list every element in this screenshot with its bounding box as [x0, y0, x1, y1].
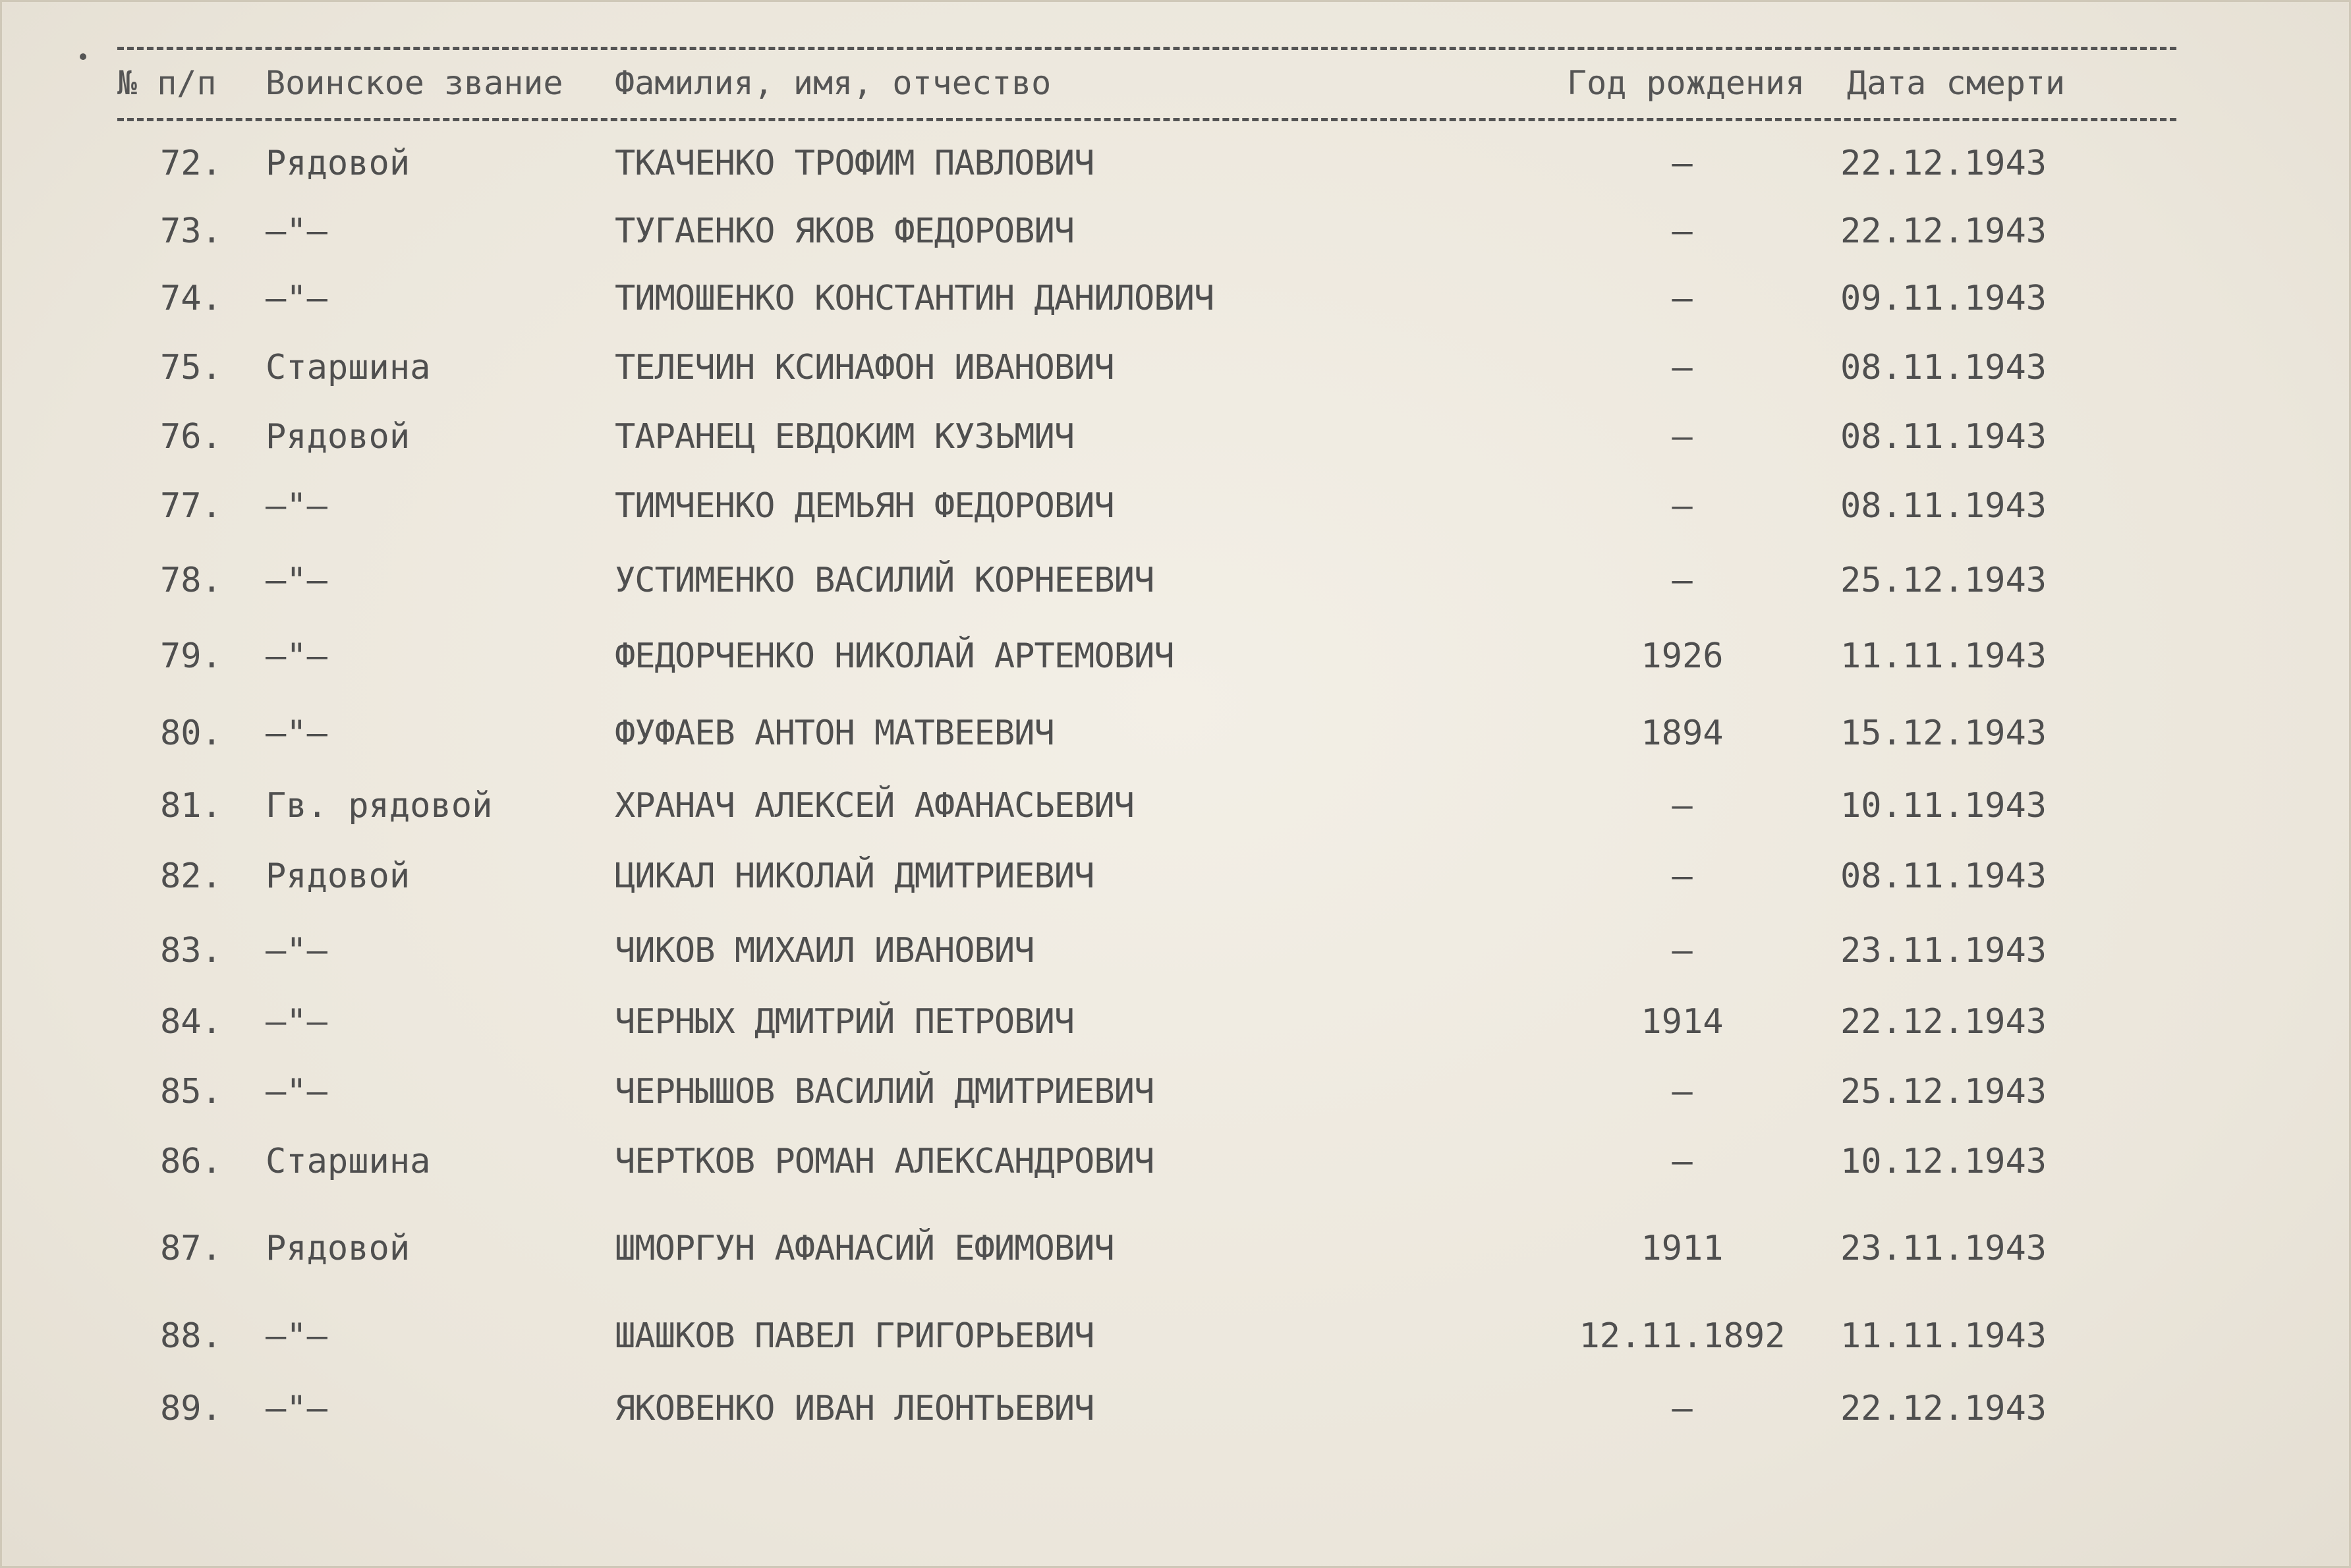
- record-birth: –: [1672, 144, 1693, 183]
- record-rank: –"–: [266, 714, 327, 753]
- record-rank: Старшина: [266, 1142, 431, 1181]
- record-rank: –"–: [266, 279, 327, 318]
- table-row: [2, 707, 2351, 760]
- record-rank: –"–: [266, 1002, 327, 1042]
- record-rank: Гв. рядовой: [266, 786, 493, 826]
- record-rank: –"–: [266, 561, 327, 600]
- record-rank: –"–: [266, 1389, 327, 1428]
- record-death: 23.11.1943: [1840, 1229, 2047, 1268]
- record-number: 87.: [160, 1229, 222, 1268]
- record-rank: –"–: [266, 1316, 327, 1356]
- record-rank: –"–: [266, 931, 327, 970]
- record-death: 08.11.1943: [1840, 486, 2047, 526]
- table-row: [2, 779, 2351, 832]
- record-name: ТЕЛЕЧИН КСИНАФОН ИВАНОВИЧ: [615, 348, 1114, 387]
- record-rank: –"–: [266, 486, 327, 526]
- header-top-rule: [117, 47, 2176, 50]
- record-death: 25.12.1943: [1840, 1072, 2047, 1111]
- ink-dot: [80, 53, 86, 60]
- record-birth: –: [1672, 279, 1693, 318]
- record-death: 11.11.1943: [1840, 1316, 2047, 1356]
- record-death: 08.11.1943: [1840, 856, 2047, 896]
- table-row: [2, 1310, 2351, 1362]
- record-name: ЧЕРНЫШОВ ВАСИЛИЙ ДМИТРИЕВИЧ: [615, 1072, 1154, 1111]
- table-row: [2, 341, 2351, 394]
- record-death: 09.11.1943: [1840, 279, 2047, 318]
- record-number: 86.: [160, 1142, 222, 1181]
- record-number: 78.: [160, 561, 222, 600]
- table-row: [2, 630, 2351, 683]
- table-row: [2, 410, 2351, 463]
- record-birth: 1911: [1641, 1229, 1724, 1268]
- record-number: 85.: [160, 1072, 222, 1111]
- record-number: 88.: [160, 1316, 222, 1356]
- record-death: 23.11.1943: [1840, 931, 2047, 970]
- record-number: 89.: [160, 1389, 222, 1428]
- record-death: 22.12.1943: [1840, 1002, 2047, 1042]
- table-row: [2, 1135, 2351, 1188]
- record-name: ХРАНАЧ АЛЕКСЕЙ АФАНАСЬЕВИЧ: [615, 786, 1134, 826]
- record-birth: 12.11.1892: [1579, 1316, 1786, 1356]
- record-number: 81.: [160, 786, 222, 826]
- record-rank: –"–: [266, 636, 327, 676]
- table-row: [2, 272, 2351, 325]
- record-name: ЦИКАЛ НИКОЛАЙ ДМИТРИЕВИЧ: [615, 856, 1094, 896]
- record-name: ТУГАЕНКО ЯКОВ ФЕДОРОВИЧ: [615, 211, 1075, 251]
- record-name: ТИМОШЕНКО КОНСТАНТИН ДАНИЛОВИЧ: [615, 279, 1214, 318]
- record-rank: Рядовой: [266, 417, 411, 457]
- record-name: ТАРАНЕЦ ЕВДОКИМ КУЗЬМИЧ: [615, 417, 1075, 457]
- record-birth: –: [1672, 486, 1693, 526]
- table-row: [2, 205, 2351, 258]
- record-rank: Рядовой: [266, 144, 411, 183]
- record-birth: –: [1672, 786, 1693, 826]
- record-death: 22.12.1943: [1840, 211, 2047, 251]
- table-row: [2, 924, 2351, 977]
- record-death: 10.11.1943: [1840, 786, 2047, 826]
- record-death: 22.12.1943: [1840, 144, 2047, 183]
- record-birth: –: [1672, 1389, 1693, 1428]
- header-birth: Год рождения: [1567, 64, 1805, 102]
- table-row: [2, 850, 2351, 903]
- record-death: 15.12.1943: [1840, 714, 2047, 753]
- record-number: 80.: [160, 714, 222, 753]
- record-name: ШМОРГУН АФАНАСИЙ ЕФИМОВИЧ: [615, 1229, 1114, 1268]
- record-birth: –: [1672, 348, 1693, 387]
- record-name: ФЕДОРЧЕНКО НИКОЛАЙ АРТЕМОВИЧ: [615, 636, 1174, 676]
- record-number: 83.: [160, 931, 222, 970]
- header-num: № п/п: [117, 64, 217, 102]
- record-number: 84.: [160, 1002, 222, 1042]
- record-name: ЧЕРТКОВ РОМАН АЛЕКСАНДРОВИЧ: [615, 1142, 1154, 1181]
- record-number: 75.: [160, 348, 222, 387]
- record-death: 25.12.1943: [1840, 561, 2047, 600]
- record-rank: –"–: [266, 211, 327, 251]
- record-name: ТКАЧЕНКО ТРОФИМ ПАВЛОВИЧ: [615, 144, 1094, 183]
- record-birth: –: [1672, 211, 1693, 251]
- record-number: 82.: [160, 856, 222, 896]
- record-birth: 1926: [1641, 636, 1724, 676]
- record-birth: 1894: [1641, 714, 1724, 753]
- record-birth: –: [1672, 1072, 1693, 1111]
- record-name: ТИМЧЕНКО ДЕМЬЯН ФЕДОРОВИЧ: [615, 486, 1114, 526]
- record-number: 72.: [160, 144, 222, 183]
- record-number: 77.: [160, 486, 222, 526]
- record-number: 74.: [160, 279, 222, 318]
- table-row: [2, 480, 2351, 532]
- record-rank: Рядовой: [266, 856, 411, 896]
- record-death: 11.11.1943: [1840, 636, 2047, 676]
- record-death: 22.12.1943: [1840, 1389, 2047, 1428]
- record-rank: –"–: [266, 1072, 327, 1111]
- header-bottom-rule: [117, 118, 2176, 121]
- table-row: [2, 1222, 2351, 1275]
- record-rank: Старшина: [266, 348, 431, 387]
- record-name: ФУФАЕВ АНТОН МАТВЕЕВИЧ: [615, 714, 1054, 753]
- table-row: [2, 1065, 2351, 1118]
- header-death: Дата смерти: [1847, 64, 2066, 102]
- record-death: 08.11.1943: [1840, 348, 2047, 387]
- record-birth: –: [1672, 561, 1693, 600]
- record-death: 10.12.1943: [1840, 1142, 2047, 1181]
- table-row: [2, 137, 2351, 190]
- record-rank: Рядовой: [266, 1229, 411, 1268]
- table-row: [2, 995, 2351, 1048]
- record-number: 76.: [160, 417, 222, 457]
- record-name: ШАШКОВ ПАВЕЛ ГРИГОРЬЕВИЧ: [615, 1316, 1094, 1356]
- table-row: [2, 1382, 2351, 1435]
- record-death: 08.11.1943: [1840, 417, 2047, 457]
- record-name: УСТИМЕНКО ВАСИЛИЙ КОРНЕЕВИЧ: [615, 561, 1154, 600]
- header-name: Фамилия, имя, отчество: [615, 64, 1052, 102]
- record-birth: –: [1672, 931, 1693, 970]
- record-birth: –: [1672, 856, 1693, 896]
- record-birth: –: [1672, 417, 1693, 457]
- record-number: 73.: [160, 211, 222, 251]
- header-rank: Воинское звание: [266, 64, 563, 102]
- record-name: ЧЕРНЫХ ДМИТРИЙ ПЕТРОВИЧ: [615, 1002, 1075, 1042]
- record-number: 79.: [160, 636, 222, 676]
- record-birth: –: [1672, 1142, 1693, 1181]
- record-name: ЧИКОВ МИХАИЛ ИВАНОВИЧ: [615, 931, 1034, 970]
- table-row: [2, 554, 2351, 607]
- record-birth: 1914: [1641, 1002, 1724, 1042]
- record-name: ЯКОВЕНКО ИВАН ЛЕОНТЬЕВИЧ: [615, 1389, 1094, 1428]
